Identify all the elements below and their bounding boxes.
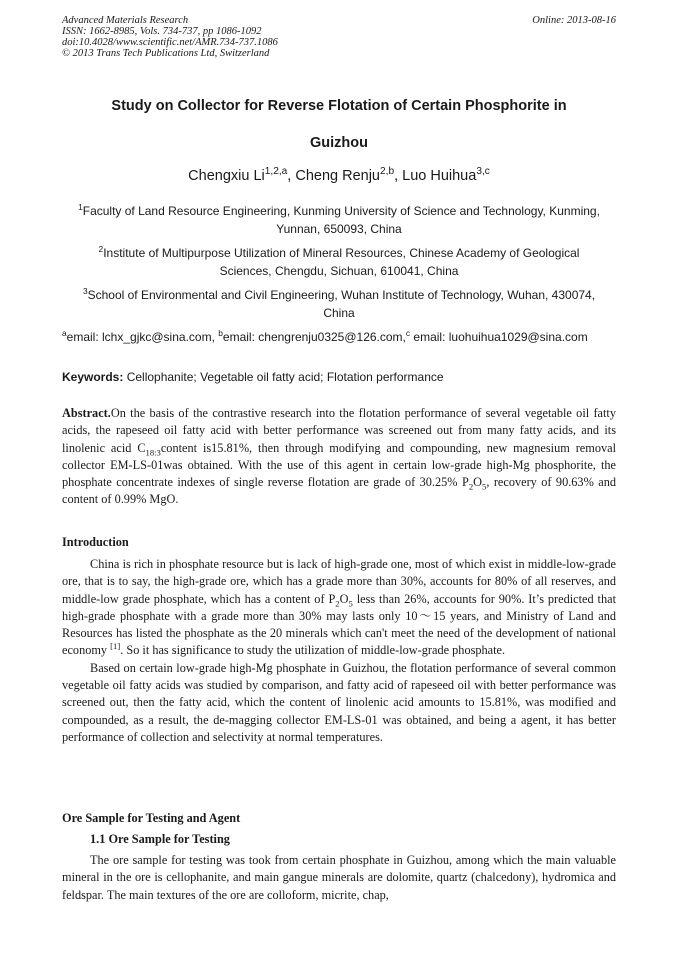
author-affil-marker: 3,c [476,166,490,178]
keywords-label: Keywords: [62,370,124,384]
section-heading-introduction: Introduction [62,535,129,549]
abstract-text: On the basis of the contrastive research into the flotation performance of several vegetable oil fatty acids, the rapeseed oil fatty acid with better performance was screened out from many fatty acids, and its linolenic acid C [62,406,616,455]
journal-header [62,15,278,59]
affiliation-line: Faculty of Land Resource Engineering, Kunming University of Science and Technology, Kunming, [82,204,600,218]
affiliation-number: 3 [82,286,88,296]
paragraph: Based on certain low-grade high-Mg phosphate in Guizhou, the flotation performance of several common vegetable oil fatty acids was studied by comparison, and fatty acid of rapeseed oil with better performance was screened out, then the fatty acid, which the content of linolenic acid amounts to 15.81%, was modified and compounded, as a result, the de-magging collector EM-LS-01 was obtained, and being a agent, it has better performance of collection and selectivity at normal temperatures. [62,660,616,744]
formula-subscript: 5 [348,598,353,609]
keywords [62,368,616,386]
author-name: Luo Huihua [402,168,477,184]
abstract [62,405,616,509]
affiliation-1 [62,202,616,238]
paper-title [62,88,616,162]
doi-line: doi:10.4028/www.scientific.net/AMR.734-737.1086 [62,37,278,48]
title-line-2: Guizhou [310,135,368,151]
journal-name: Advanced Materials Research [62,15,189,26]
copyright-line: © 2013 Trans Tech Publications Ltd, Switzerland [62,48,270,59]
affiliation-3 [62,286,616,322]
abstract-subscript: 18:3 [145,447,161,458]
author-name: Cheng Renju [295,168,380,184]
email-marker: c [405,328,411,338]
introduction-body [62,556,616,746]
affiliation-number: 2 [98,244,104,254]
paragraph: The ore sample for testing was took from certain phosphate in Guizhou, among which the main valuable mineral in the ore is cellophanite, and main gangue minerals are dolomite, quartz (chalcedony), hydromica and feldspar. The main textures of the ore are colloform, micrite, chap, [62,853,616,902]
email-a: email: lchx_gjkc@sina.com, [66,330,219,344]
affiliation-line: Sciences, Chengdu, Sichuan, 610041, China [219,264,459,278]
section-heading-ore-sample: Ore Sample for Testing and Agent [62,811,241,825]
citation-ref: [1] [110,641,121,652]
affiliation-2 [62,244,616,280]
keywords-text: Cellophanite; Vegetable oil fatty acid; Flotation performance [123,370,444,384]
abstract-text: , recovery of 90.63% and content of 0.99% MgO. [62,475,617,507]
abstract-subscript: 5 [482,481,487,492]
email-marker: a [62,328,67,338]
title-line-1: Study on Collector for Reverse Flotation of Certain Phosphorite in [111,98,567,114]
author-separator: , [394,168,403,184]
paragraph: China is rich in phosphate resource but is lack of high-grade one, most of which exist in middle-low-grade ore, that is to say, the high-grade ore, which has a grade more than 30%, accounts for 80% of all reserves, and middle-low grade phosphate, which has a content of $P_2O_5$ less than 26%, accounts for 90%. It’s predicted that high-grade phosphate with a grade more than 30% may lasts only 10～15 years, and Ministry of Land and Resources has listed the phosphate as the 20 minerals which can't meet the need of the development of national economy [1]. So it has significance to study the utilization of middle-low-grade phosphate. [62,557,616,658]
author-affil-marker: 2,b [380,166,395,178]
email-c: email: luohuihua1029@sina.com [410,330,588,344]
abstract-subscript: 2 [468,481,474,492]
affiliation-line: Institute of Multipurpose Utilization of Mineral Resources, Chinese Academy of Geological [103,246,580,260]
email-marker: b [218,328,223,338]
affiliation-number: 1 [78,202,83,212]
author-list [62,165,616,187]
abstract-text: content is15.81%, then through modifying and compounding, new magnesium removal collector EM-LS-01was obtained. With the use of this agent in certain low-grade high-Mg phosphorite, the phosphate concentrate indexes of single reverse flotation are grade of 30.25% P [62,440,616,490]
issn-line: ISSN: 1662-8985, Vols. 734-737, pp 1086-1092 [62,26,262,37]
email-b: email: chengrenju0325@126.com, [222,330,406,344]
online-date: Online: 2013-08-16 [532,15,616,26]
affiliation-line: School of Environmental and Civil Engineering, Wuhan Institute of Technology, Wuhan, 430074, [87,288,596,302]
abstract-label: Abstract. [62,406,111,420]
subsection-heading: 1.1 Ore Sample for Testing [90,832,230,846]
ore-sample-body [62,852,616,904]
author-affil-marker: 1,2,a [264,166,288,178]
author-emails [62,328,616,346]
affiliation-line: China [323,306,355,320]
author-name: Chengxiu Li [188,168,265,184]
formula-subscript: 2 [335,598,340,609]
abstract-text: O [473,475,483,490]
author-separator: , [287,168,296,184]
affiliation-line: Yunnan, 650093, China [276,222,402,236]
